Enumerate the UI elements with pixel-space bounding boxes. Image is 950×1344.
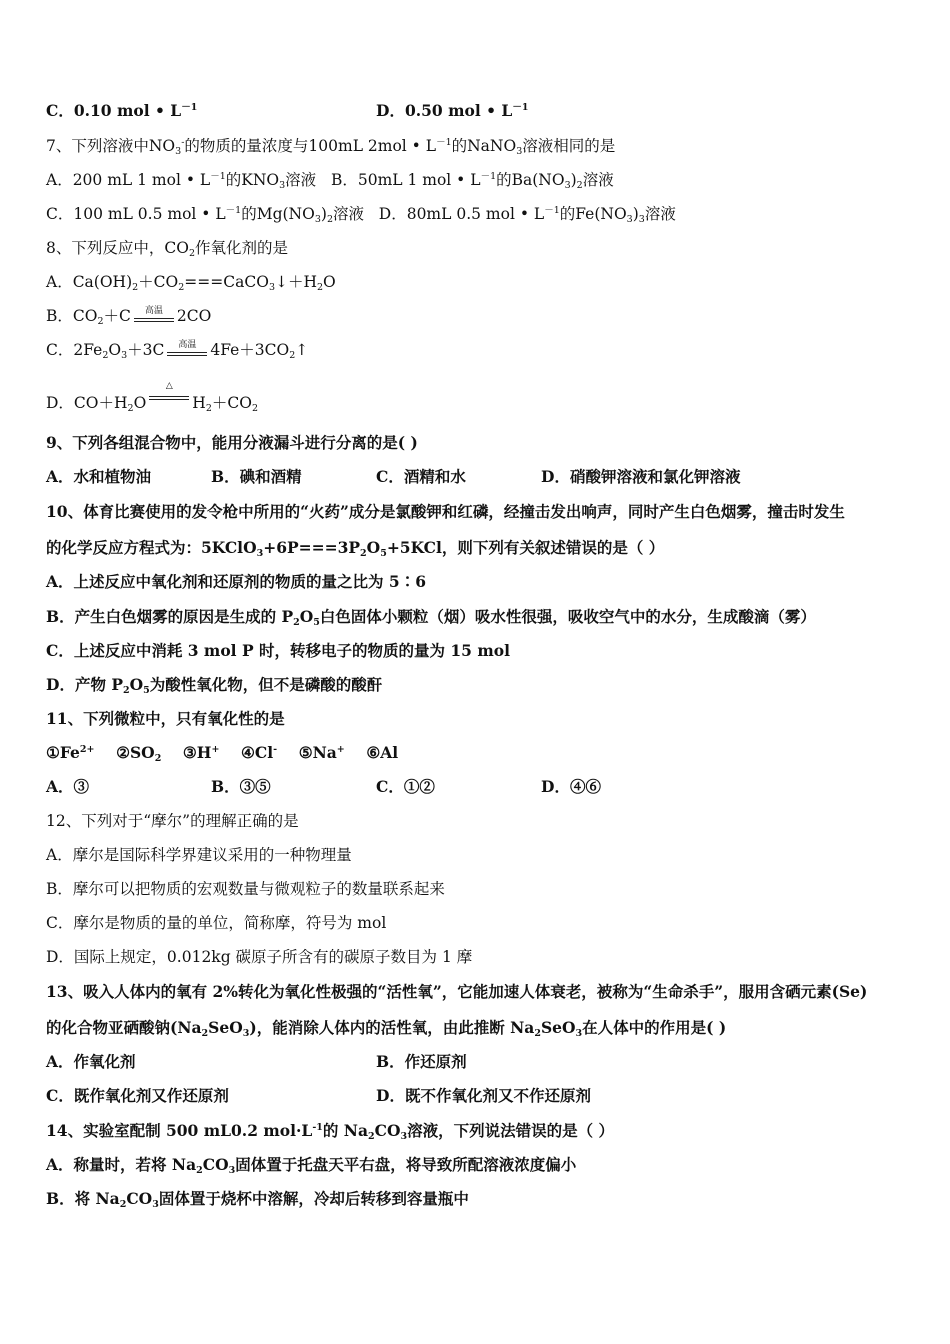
reaction-arrow-high-temp: 高温 — [132, 306, 176, 326]
q13-option-a: A．作氧化剂 — [46, 1052, 136, 1071]
q10-stem-line1: 10、体育比赛使用的发令枪中所用的“火药”成分是氯酸钾和红磷，经撞击发出响声，同时产生白色烟雾，撞击时发生 — [46, 502, 845, 521]
q11-option-c: C．①② — [376, 777, 435, 796]
q12-option-b: B．摩尔可以把物质的宏观数量与微观粒子的数量联系起来 — [46, 880, 445, 898]
q6-option-c: C．0.10 mol • $L^{-1}$ — [46, 101, 198, 120]
q10-option-b: B．产生白色烟雾的原因是生成的 $P_2O_5$白色固体小颗粒（烟）吸水性很强，吸收空气中的水分，生成酸滴（雾） — [46, 607, 816, 628]
q13-option-b: B．作还原剂 — [376, 1052, 467, 1071]
q10-option-d: D．产物 $P_2O_5$为酸性氧化物，但不是磷酸的酸酐 — [46, 675, 383, 696]
q10-stem-line2: 的化学反应方程式为：$5KClO_3+6P===3P_2O_5+5KCl$，则下列有关叙述错误的是（ ） — [46, 538, 665, 559]
q6-option-d: D．0.50 mol • $L^{-1}$ — [376, 101, 529, 120]
q13-stem-line1: 13、吸入人体内的氧有 2%转化为氧化性极强的“活性氧”，它能加速人体衰老，被称为“生命杀手”，服用含硒元素(Se) — [46, 982, 868, 1001]
q10-option-a: A．上述反应中氧化剂和还原剂的物质的量之比为 5∶6 — [46, 572, 426, 591]
q7-option-c: C．100 mL 0.5 mol • $L^{-1}$的$Mg(NO_3)_2$溶液 — [46, 205, 364, 225]
q13-stem-line2: 的化合物亚硒酸钠$(Na_2SeO_3)$，能消除人体内的活性氧，由此推断 $Na_2SeO_3$在人体中的作用是( ) — [46, 1018, 727, 1039]
q9-options — [46, 467, 741, 487]
q6-options-cd — [46, 101, 529, 121]
q9-option-a: A．水和植物油 — [46, 467, 152, 486]
q14-option-a: A．称量时，若将 $Na_2CO_3$固体置于托盘天平右盘，将导致所配溶液浓度偏小 — [46, 1155, 577, 1176]
q13-options-ab — [46, 1052, 467, 1072]
q13-options-cd — [46, 1086, 591, 1106]
q12-option-d: D．国际上规定，0.012kg 碳原子所含有的碳原子数目为 1 摩 — [46, 948, 473, 966]
q12-stem: 12、下列对于“摩尔”的理解正确的是 — [46, 812, 299, 830]
q7-option-d: D．80mL 0.5 mol • $L^{-1}$的$Fe(NO_3)_3$溶液 — [378, 205, 676, 225]
q7-options-ab — [46, 170, 614, 190]
q7-option-a: A．200 mL 1 mol • $L^{-1}$的$KNO_3$溶液 — [46, 171, 317, 191]
q9-stem: 9、下列各组混合物中，能用分液漏斗进行分离的是( ) — [46, 433, 418, 452]
q9-option-c: C．酒精和水 — [376, 467, 466, 486]
q7-stem: 7、下列溶液中$NO_3^-$的物质的量浓度与100mL 2mol • $L^{-1}$的NaNO$_3$溶液相同的是 — [46, 137, 616, 157]
q11-option-b: B．③⑤ — [211, 777, 271, 796]
q9-option-d: D．硝酸钾溶液和氯化钾溶液 — [541, 467, 741, 486]
q11-option-d: D．④⑥ — [541, 777, 601, 796]
q14-stem: 14、实验室配制 500 mL0.2 $mol\cdot L^{-1}$的 $Na_2CO_3$溶液，下列说法错误的是（ ） — [46, 1121, 614, 1142]
reaction-arrow-high-temp: 高温 — [165, 340, 209, 360]
q10-option-c: C．上述反应中消耗 3 mol P 时，转移电子的物质的量为 15 mol — [46, 641, 510, 660]
q12-option-a: A．摩尔是国际科学界建议采用的一种物理量 — [46, 846, 352, 864]
q11-options — [46, 777, 601, 797]
q8-option-b: B．$CO_2+C$ 高温 2CO — [46, 306, 212, 327]
q11-option-a: A．③ — [46, 777, 90, 796]
q8-option-a: A．$Ca(OH)_2+CO_2===CaCO_3↓+H_2O$ — [46, 273, 336, 293]
q9-option-b: B．碘和酒精 — [211, 467, 302, 486]
q13-option-d: D．既不作氧化剂又不作还原剂 — [376, 1086, 591, 1105]
reaction-arrow-heat: △ — [147, 387, 191, 413]
q8-stem: 8、下列反应中，$CO_2$作氧化剂的是 — [46, 239, 288, 259]
q13-option-c: C．既作氧化剂又作还原剂 — [46, 1086, 229, 1105]
q8-option-c: C．$2Fe_2O_3+3C$ 高温 $4Fe+3CO_2↑$ — [46, 340, 309, 361]
q7-option-b: B．50mL 1 mol • $L^{-1}$的$Ba(NO_3)_2$溶液 — [330, 171, 614, 191]
q11-stem: 11、下列微粒中，只有氧化性的是 — [46, 709, 285, 728]
q7-options-cd — [46, 204, 676, 224]
q11-particles: $①Fe^{2+}$ $②SO_2$ ③H+ ④Cl- ⑤Na+ ⑥Al — [46, 743, 399, 764]
q12-option-c: C．摩尔是物质的量的单位，简称摩，符号为 mol — [46, 914, 387, 932]
q14-option-b: B．将 $Na_2CO_3$固体置于烧杯中溶解，冷却后转移到容量瓶中 — [46, 1189, 469, 1210]
q8-option-d: D．$CO+H_2O$ △ $H_2+CO_2$ — [46, 381, 258, 414]
